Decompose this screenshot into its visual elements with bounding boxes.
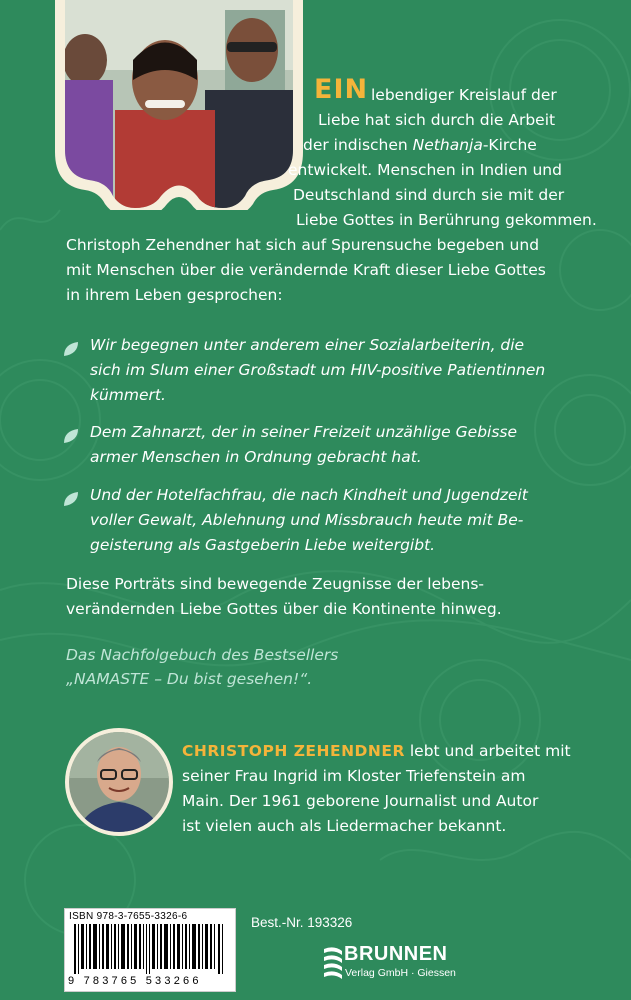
bullet-1-line-1: Wir begegnen unter anderem einer Sozialarbeiterin, die [90, 336, 525, 354]
author-bio-line-3: Main. Der 1961 geborene Journalist und Autor [182, 792, 539, 810]
church-suffix: -Kirche [482, 136, 537, 154]
church-name: Nethanja [412, 136, 483, 154]
bullet-3-line-3: geisterung als Gastgeberin Liebe weitergibt. [90, 536, 436, 554]
order-number: Best.-Nr. 193326 [251, 915, 353, 930]
isbn-barcode [64, 908, 236, 992]
bullet-3-line-2: voller Gewalt, Ablehnung und Missbrauch heute mit Be- [90, 511, 524, 529]
bullet-1-line-2: sich im Slum einer Großstadt um HIV-positive Patientinnen [90, 361, 546, 379]
author-name: CHRISTOPH ZEHENDNER [182, 742, 405, 760]
bullet-3-line-1: Und der Hotelfachfrau, die nach Kindheit und Jugendzeit [90, 486, 528, 504]
intro-line-5: Deutschland sind durch sie mit der [293, 186, 565, 204]
intro-line-8: mit Menschen über die verändernde Kraft dieser Liebe Gottes [66, 261, 546, 279]
followup-line-2: „NAMASTE – Du bist gesehen!“. [66, 670, 313, 688]
intro-line-3-text: der indischen [303, 136, 413, 154]
publisher-subtitle: Verlag GmbH · Giessen [345, 967, 456, 979]
intro-line-1: lebendiger Kreislauf der [371, 86, 557, 104]
author-bio-line-1 [182, 740, 571, 764]
closing-line-1: Diese Porträts sind bewegende Zeugnisse der lebens- [66, 575, 485, 593]
barcode-digits: 9 783765 533266 [68, 975, 202, 987]
intro-line-6: Liebe Gottes in Berührung gekommen. [296, 211, 597, 229]
bullet-2-line-1: Dem Zahnarzt, der in seiner Freizeit unzählige Gebisse [90, 423, 518, 441]
intro-line-4: entwickelt. Menschen in Indien und [288, 161, 562, 179]
barcode-bars [70, 924, 230, 974]
isbn-label: ISBN 978-3-7655-3326-6 [69, 911, 188, 922]
bullet-1-line-3: kümmert. [90, 386, 166, 404]
author-bio-line-4: ist vielen auch als Liedermacher bekannt. [182, 817, 507, 835]
bullet-2-line-2: armer Menschen in Ordnung gebracht hat. [90, 448, 422, 466]
author-bio-line-1-text: lebt und arbeitet mit [404, 742, 571, 760]
author-bio-line-2: seiner Frau Ingrid im Kloster Triefenstein am [182, 767, 526, 785]
intro-line-2: Liebe hat sich durch die Arbeit [318, 111, 556, 129]
brunnen-logo-icon [322, 943, 344, 987]
closing-line-2: verändernden Liebe Gottes über die Kontinente hinweg. [66, 600, 502, 618]
intro-line-7: Christoph Zehendner hat sich auf Spurensuche begeben und [66, 236, 540, 254]
intro-line-9: in ihrem Leben gesprochen: [66, 286, 283, 304]
opening-word: EIN [314, 74, 369, 105]
followup-line-1: Das Nachfolgebuch des Bestsellers [66, 646, 339, 664]
publisher-name: BRUNNEN [344, 943, 448, 965]
